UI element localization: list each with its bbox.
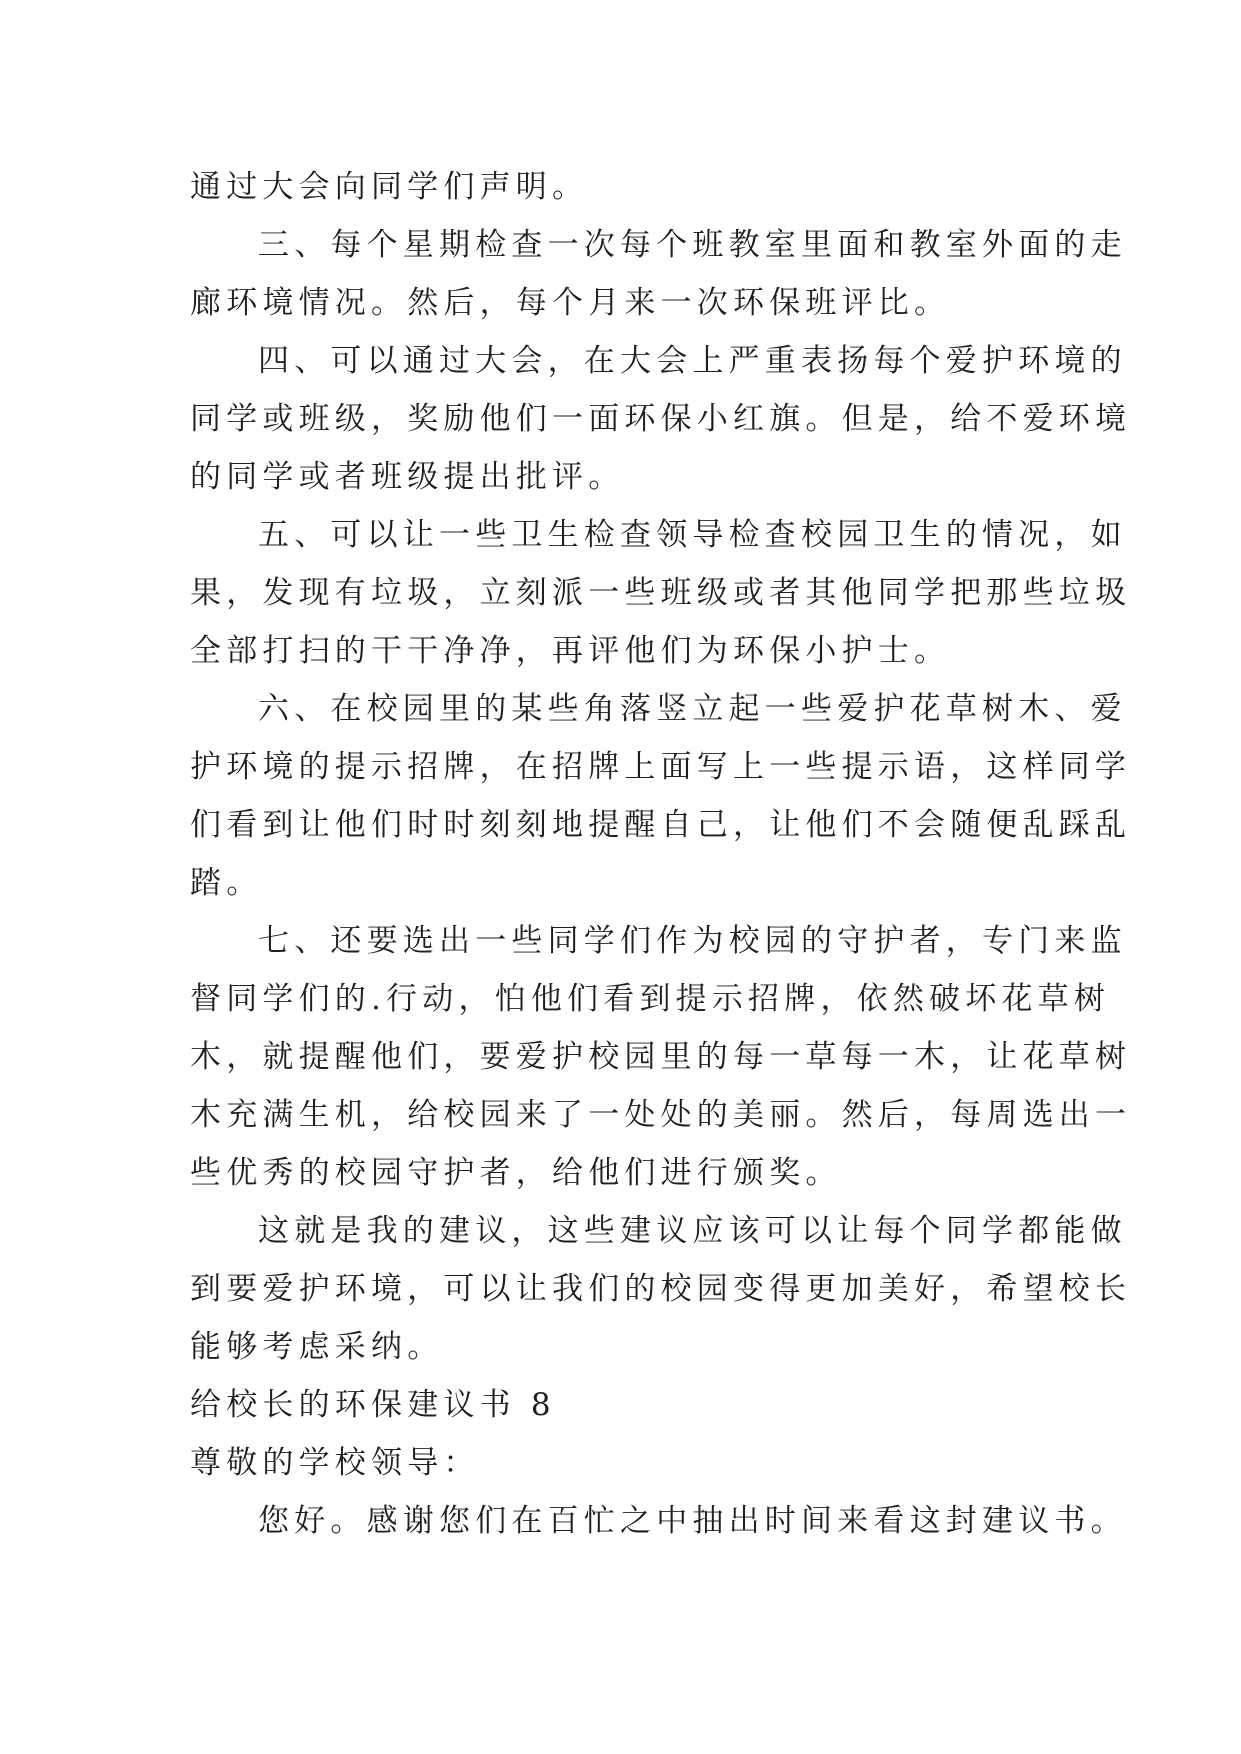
text-line: 木充满生机，给校园来了一处处的美丽。然后，每周选出一 — [190, 1097, 1132, 1133]
paragraph-start-line: 三、每个星期检查一次每个班教室里面和教室外面的走 — [258, 227, 1127, 263]
text-line: 护环境的提示招牌，在招牌上面写上一些提示语，这样同学 — [190, 749, 1132, 785]
document-body — [190, 158, 1132, 1550]
paragraph-start-line: 您好。感谢您们在百忙之中抽出时间来看这封建议书。 — [258, 1503, 1127, 1539]
salutation: 尊敬的学校领导： — [190, 1445, 480, 1481]
text-line: 同学或班级，奖励他们一面环保小红旗。但是，给不爱环境 — [190, 401, 1132, 437]
paragraph-start-line: 六、在校园里的某些角落竖立起一些爱护花草树木、爱 — [258, 691, 1127, 727]
text-line: 们看到让他们时时刻刻地提醒自己，让他们不会随便乱踩乱 — [190, 807, 1132, 843]
text-line: 果，发现有垃圾，立刻派一些班级或者其他同学把那些垃圾 — [190, 575, 1132, 611]
text-line: 的同学或者班级提出批评。 — [190, 459, 625, 495]
text-line: 踏。 — [190, 865, 263, 901]
paragraph-start-line: 这就是我的建议，这些建议应该可以让每个同学都能做 — [258, 1213, 1127, 1249]
text-line: 通过大会向同学们声明。 — [190, 169, 589, 205]
paragraph-start-line: 七、还要选出一些同学们作为校园的守护者，专门来监 — [258, 923, 1127, 959]
text-line: 全部打扫的干干净净，再评他们为环保小护士。 — [190, 633, 951, 669]
section-title: 给校长的环保建议书 8 — [190, 1387, 556, 1423]
text-line: 能够考虑采纳。 — [190, 1329, 444, 1365]
paragraph-start-line: 五、可以让一些卫生检查领导检查校园卫生的情况，如 — [258, 517, 1127, 553]
text-line: 木，就提醒他们，要爱护校园里的每一草每一木，让花草树 — [190, 1039, 1132, 1075]
text-line: 督同学们的.行动，怕他们看到提示招牌，依然破坏花草树 — [190, 981, 1111, 1017]
paragraph-start-line: 四、可以通过大会，在大会上严重表扬每个爱护环境的 — [258, 343, 1127, 379]
text-line: 廊环境情况。然后，每个月来一次环保班评比。 — [190, 285, 951, 321]
text-line: 些优秀的校园守护者，给他们进行颁奖。 — [190, 1155, 842, 1191]
text-line: 到要爱护环境，可以让我们的校园变得更加美好，希望校长 — [190, 1271, 1132, 1307]
